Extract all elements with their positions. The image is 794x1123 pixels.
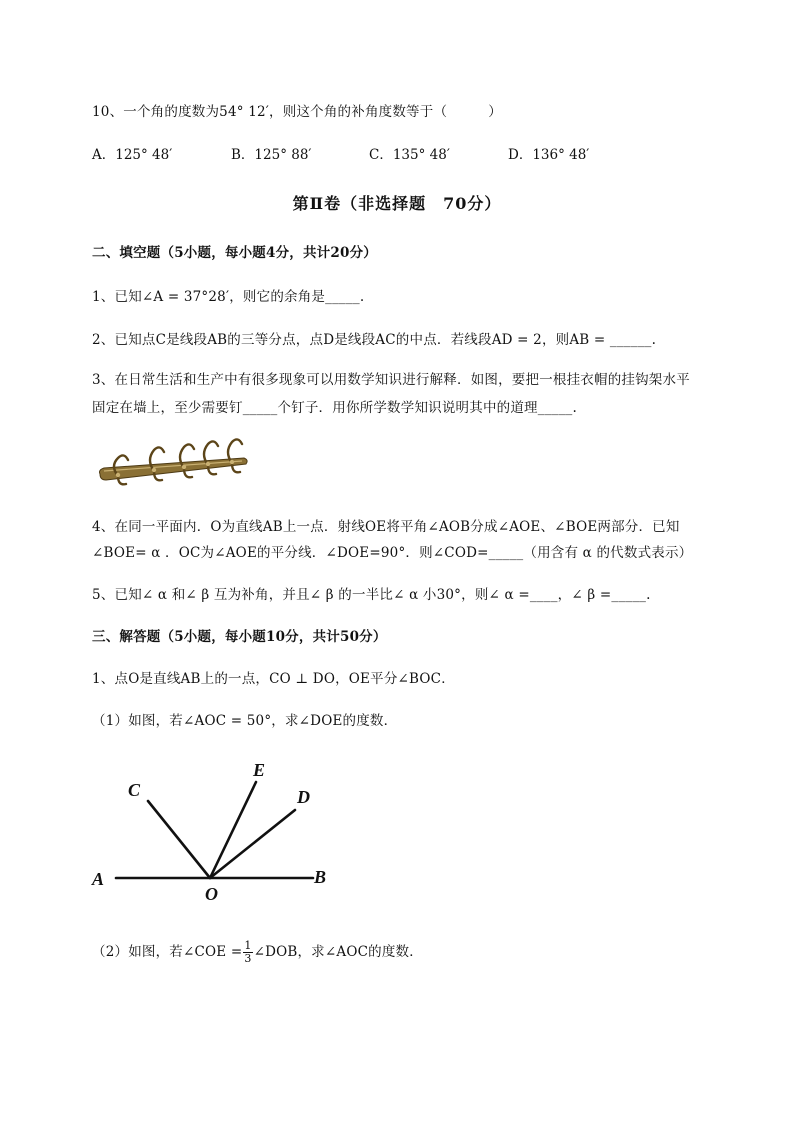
choice-d: D．136° 48′ (508, 147, 590, 163)
label-b: B (314, 867, 327, 887)
label-c: C (128, 780, 141, 800)
figure-lines (116, 782, 313, 878)
ray-oc (148, 801, 210, 878)
angle-figure (88, 755, 338, 905)
solve-q1: 1、点O是直线AB上的一点，CO ⊥ DO，OE平分∠BOC． (92, 671, 455, 687)
hook-rack-bar (100, 458, 248, 480)
ray-od (210, 810, 295, 878)
fill-q4-line2: ∠BOE= α ．OC为∠AOE的平分线．∠DOE=90°．则∠COD=_____（用含有 α 的代数式表示） (92, 545, 693, 561)
label-a: A (92, 869, 105, 889)
section-2-title: 第Ⅱ卷（非选择题 70分） (292, 194, 502, 213)
q10-stem: 10、一个角的度数为54° 12′，则这个角的补角度数等于（ ） (92, 104, 502, 120)
fill-q3-line1: 3、在日常生活和生产中有很多现象可以用数学知识进行解释．如图，要把一根挂衣帽的挂钩架水平 (92, 372, 690, 388)
ray-oe (210, 782, 256, 878)
part2-suffix: ∠DOB，求∠AOC的度数． (253, 944, 423, 960)
solve-q1-part1: （1）如图，若∠AOC = 50°，求∠DOE的度数． (92, 713, 398, 729)
coat-hook-rack-image (96, 436, 250, 492)
fraction-one-third (243, 940, 252, 965)
fill-q2: 2、已知点C是线段AB的三等分点，点D是线段AC的中点．若线段AD = 2，则AB = ______. (92, 332, 657, 348)
fraction-numerator: 1 (244, 939, 252, 952)
fill-q1: 1、已知∠A = 37°28′，则它的余角是_____. (92, 289, 365, 305)
label-e: E (253, 760, 266, 780)
fill-q5: 5、已知∠ α 和∠ β 互为补角，并且∠ β 的一半比∠ α 小30°，则∠ α =____，∠ β =_____. (92, 587, 651, 603)
part2-prefix: （2）如图，若∠COE = (92, 944, 243, 960)
solve-heading: 三、解答题（5小题，每小题10分，共计50分） (92, 629, 387, 645)
fill-q3-line2: 固定在墙上，至少需要钉_____个钉子．用你所学数学知识说明其中的道理_____. (92, 400, 577, 416)
label-d: D (297, 787, 310, 807)
solve-q1-part2 (92, 940, 423, 965)
fill-q4-line1: 4、在同一平面内．O为直线AB上一点．射线OE将平角∠AOB分成∠AOE、∠BOE两部分．已知 (92, 519, 680, 535)
choice-b: B．125° 88′ (231, 147, 312, 163)
fill-blank-heading: 二、填空题（5小题，每小题4分，共计20分） (92, 245, 377, 261)
fraction-denominator: 3 (244, 952, 252, 965)
choice-c: C．135° 48′ (369, 147, 450, 163)
label-o: O (205, 884, 218, 904)
choice-a: A．125° 48′ (92, 147, 173, 163)
